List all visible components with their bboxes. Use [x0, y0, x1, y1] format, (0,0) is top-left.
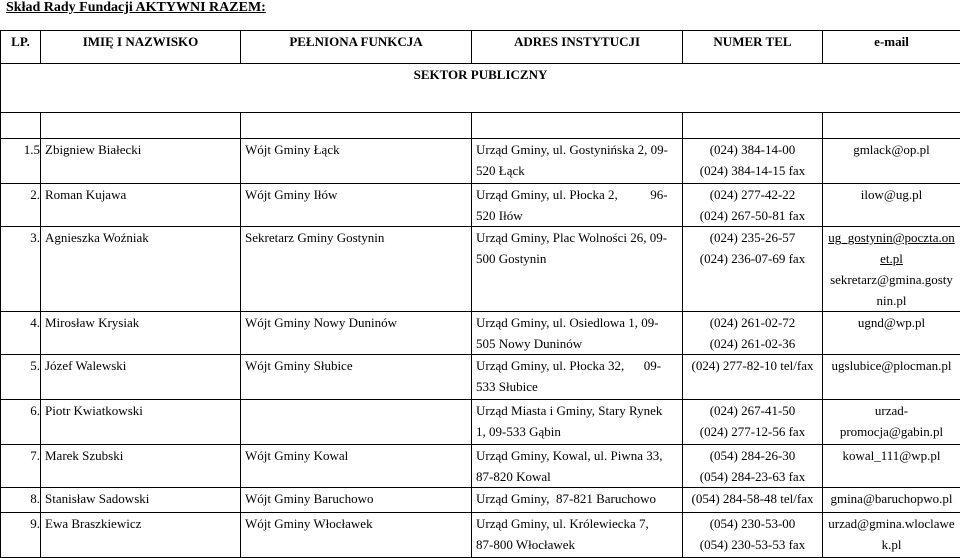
row-function: Wójt Gminy Łąck [241, 139, 472, 184]
email-line: gmina@baruchopwo.pl [823, 488, 960, 509]
address-line: 520 Łąck [476, 160, 680, 181]
row-name: Marek Szubski [41, 445, 241, 488]
email-line: promocja@gabin.pl [823, 421, 960, 442]
address-line: 505 Nowy Duninów [476, 333, 680, 354]
spacer-cell [1, 113, 41, 139]
phone-line: (024) 277-12-56 fax [683, 421, 822, 442]
row-address [472, 139, 683, 184]
phone-line: (024) 267-41-50 [683, 400, 822, 421]
row-address [472, 227, 683, 312]
row-phone [683, 227, 823, 312]
spacer-cell [472, 113, 683, 139]
row-function: Wójt Gminy Kowal [241, 445, 472, 488]
row-lp: 1.5 [1, 139, 41, 184]
phone-line: (054) 230-53-53 fax [683, 534, 822, 555]
row-function: Wójt Gminy Nowy Duninów [241, 312, 472, 355]
phone-line: (054) 230-53-00 [683, 513, 822, 534]
row-phone [683, 488, 823, 513]
phone-line: (024) 277-82-10 tel/fax [683, 355, 822, 376]
spacer-cell [41, 113, 241, 139]
row-address [472, 488, 683, 513]
row-lp: 5. [1, 355, 41, 400]
phone-line: (024) 261-02-36 [683, 333, 822, 354]
email-line: et.pl [823, 248, 960, 269]
email-line: ug_gostynin@poczta.on [823, 227, 960, 248]
header-row [1, 31, 960, 64]
spacer-cell [241, 113, 472, 139]
header-phone: NUMER TEL [683, 31, 823, 64]
row-phone [683, 312, 823, 355]
email-line: urzad- [823, 400, 960, 421]
row-email[interactable] [823, 139, 960, 184]
row-name: Stanisław Sadowski [41, 488, 241, 513]
spacer-row [1, 113, 960, 139]
phone-line: (054) 284-26-30 [683, 445, 822, 466]
address-line: Urząd Miasta i Gminy, Stary Rynek [476, 400, 680, 421]
address-line: 1, 09-533 Gąbin [476, 421, 680, 442]
email-line: k.pl [823, 534, 960, 555]
email-line: ugnd@wp.pl [823, 312, 960, 333]
address-line: Urząd Gminy, ul. Królewiecka 7, [476, 513, 680, 534]
email-line: kowal_111@wp.pl [823, 445, 960, 466]
row-email[interactable] [823, 312, 960, 355]
header-address: ADRES INSTYTUCJI [472, 31, 683, 64]
row-address [472, 184, 683, 227]
row-phone [683, 355, 823, 400]
address-line: Urząd Gminy, ul. Osiedlowa 1, 09- [476, 312, 680, 333]
row-phone [683, 513, 823, 558]
spacer-cell [683, 113, 823, 139]
table-row [1, 355, 960, 400]
row-email[interactable] [823, 184, 960, 227]
row-email[interactable] [823, 355, 960, 400]
phone-line: (024) 277-42-22 [683, 184, 822, 205]
row-email[interactable] [823, 488, 960, 513]
phone-line: (024) 236-07-69 fax [683, 248, 822, 269]
email-line: sekretarz@gmina.gosty [823, 269, 960, 290]
row-lp: 7. [1, 445, 41, 488]
table-row [1, 488, 960, 513]
header-lp: LP. [1, 31, 41, 64]
row-name: Agnieszka Woźniak [41, 227, 241, 312]
table-row [1, 312, 960, 355]
row-phone [683, 400, 823, 445]
row-address [472, 355, 683, 400]
address-line: Urząd Gminy, 87-821 Baruchowo [476, 488, 680, 509]
row-lp: 8. [1, 488, 41, 513]
row-function: Wójt Gminy Iłów [241, 184, 472, 227]
table-row [1, 400, 960, 445]
row-phone [683, 139, 823, 184]
address-line: 533 Słubice [476, 376, 680, 397]
row-name: Piotr Kwiatkowski [41, 400, 241, 445]
row-name: Zbigniew Białecki [41, 139, 241, 184]
header-function: PEŁNIONA FUNKCJA [241, 31, 472, 64]
address-line: 87-820 Kowal [476, 466, 680, 487]
sector-label: SEKTOR PUBLICZNY [1, 64, 960, 113]
row-function: Wójt Gminy Słubice [241, 355, 472, 400]
phone-line: (024) 261-02-72 [683, 312, 822, 333]
row-function: Sekretarz Gminy Gostynin [241, 227, 472, 312]
council-table [0, 30, 960, 558]
row-lp: 2. [1, 184, 41, 227]
row-phone [683, 445, 823, 488]
phone-line: (024) 235-26-57 [683, 227, 822, 248]
address-line: Urząd Gminy, Plac Wolności 26, 09- [476, 227, 680, 248]
row-phone [683, 184, 823, 227]
row-email[interactable] [823, 513, 960, 558]
phone-line: (024) 267-50-81 fax [683, 205, 822, 226]
email-line: ilow@ug.pl [823, 184, 960, 205]
row-address [472, 445, 683, 488]
table-row [1, 445, 960, 488]
row-name: Józef Walewski [41, 355, 241, 400]
sector-row [1, 64, 960, 113]
phone-line: (054) 284-58-48 tel/fax [683, 488, 822, 509]
address-line: Urząd Gminy, ul. Płocka 32, 09- [476, 355, 680, 376]
table-row [1, 139, 960, 184]
row-lp: 3. [1, 227, 41, 312]
row-function: Wójt Gminy Włocławek [241, 513, 472, 558]
row-function [241, 400, 472, 445]
address-line: 87-800 Włocławek [476, 534, 680, 555]
row-address [472, 400, 683, 445]
address-line: 520 Iłów [476, 205, 680, 226]
row-lp: 6. [1, 400, 41, 445]
row-name: Ewa Braszkiewicz [41, 513, 241, 558]
phone-line: (024) 384-14-00 [683, 139, 822, 160]
row-address [472, 513, 683, 558]
row-email[interactable] [823, 227, 960, 312]
table-row [1, 227, 960, 312]
address-line: Urząd Gminy, ul. Gostynińska 2, 09- [476, 139, 680, 160]
table-row [1, 184, 960, 227]
row-function: Wójt Gminy Baruchowo [241, 488, 472, 513]
spacer-cell [823, 113, 960, 139]
row-lp: 9. [1, 513, 41, 558]
document-title: Skład Rady Fundacji AKTYWNI RAZEM: [6, 0, 266, 16]
email-line: ugslubice@plocman.pl [823, 355, 960, 376]
address-line: Urząd Gminy, ul. Płocka 2, 96- [476, 184, 680, 205]
row-lp: 4. [1, 312, 41, 355]
row-email[interactable] [823, 400, 960, 445]
email-line: gmlack@op.pl [823, 139, 960, 160]
row-address [472, 312, 683, 355]
address-line: 500 Gostynin [476, 248, 680, 269]
address-line: Urząd Gminy, Kowal, ul. Piwna 33, [476, 445, 680, 466]
email-line: nin.pl [823, 290, 960, 311]
row-email[interactable] [823, 445, 960, 488]
table-row [1, 513, 960, 558]
header-name: IMIĘ I NAZWISKO [41, 31, 241, 64]
email-line: urzad@gmina.wloclawe [823, 513, 960, 534]
header-email: e-mail [823, 31, 960, 64]
phone-line: (054) 284-23-63 fax [683, 466, 822, 487]
phone-line: (024) 384-14-15 fax [683, 160, 822, 181]
row-name: Roman Kujawa [41, 184, 241, 227]
row-name: Mirosław Krysiak [41, 312, 241, 355]
